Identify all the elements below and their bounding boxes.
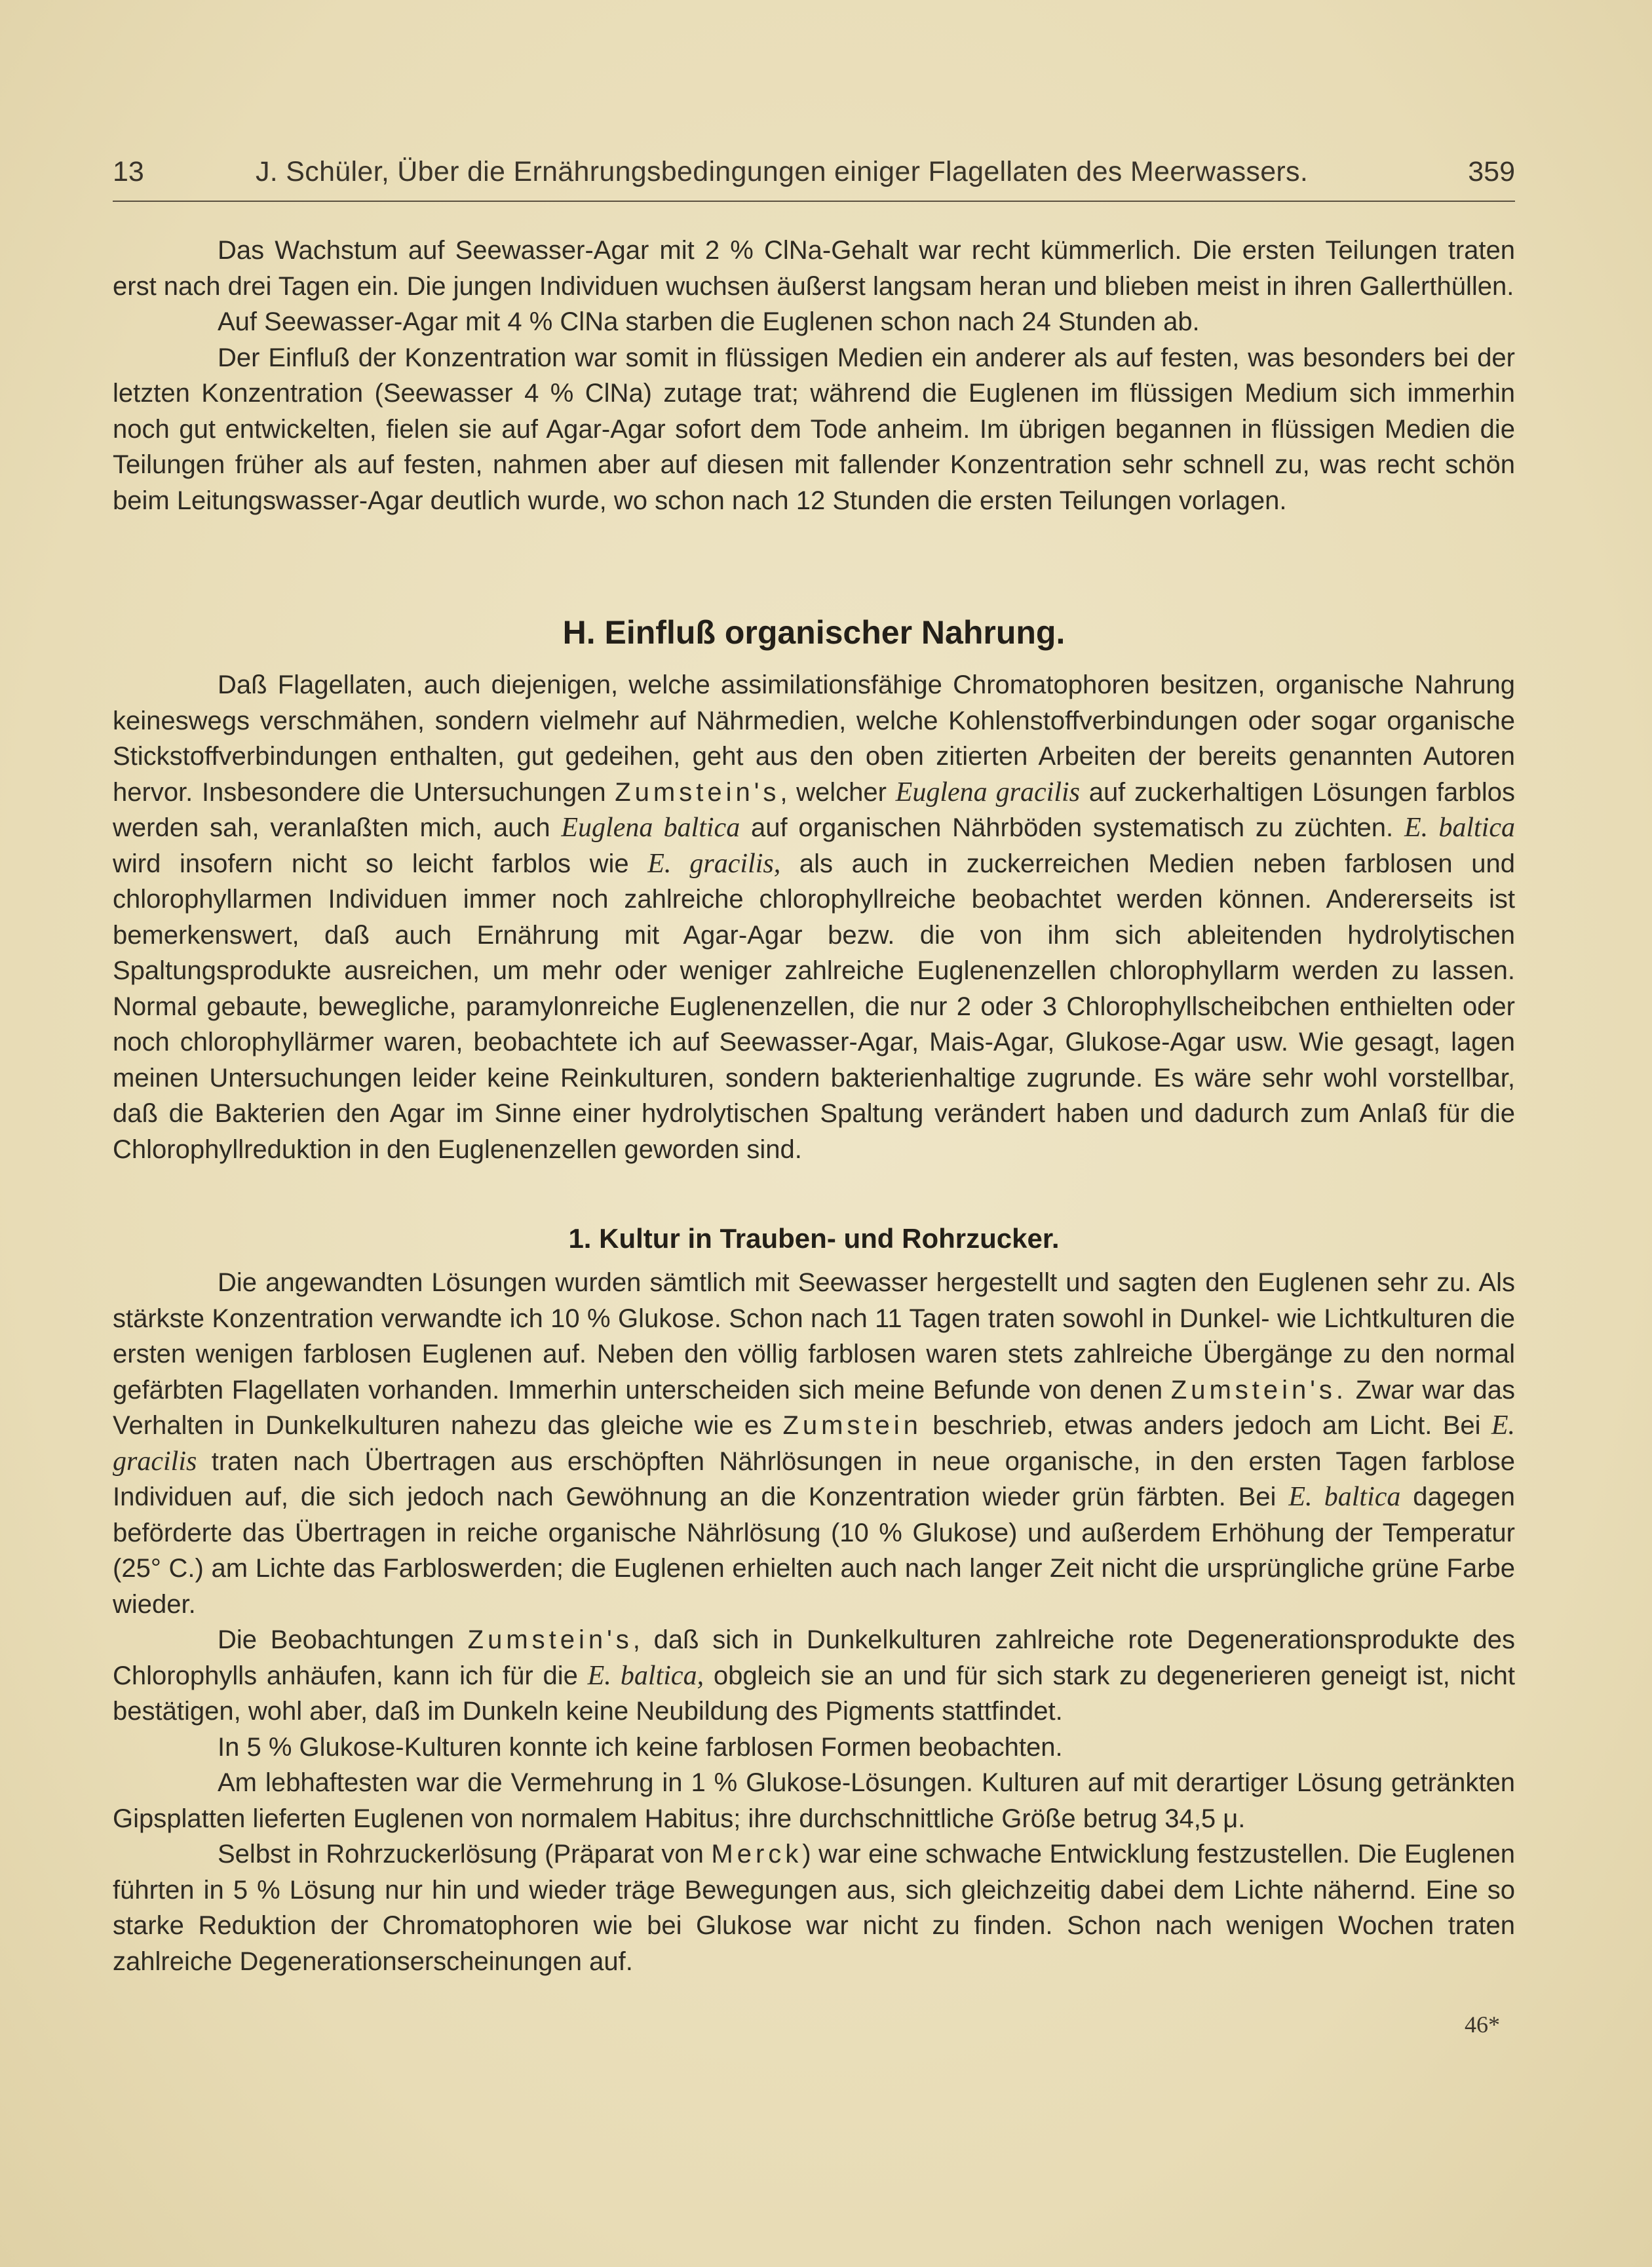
section-sugar-culture <box>113 1265 1515 1979</box>
running-title: J. Schüler, Über die Ernährungsbedingungen einiger Flagellaten des Meerwassers. <box>256 156 1309 187</box>
species-name: E. gracilis <box>113 1410 1516 1477</box>
paragraph: Daß Flagellaten, auch diejenigen, welche assimilationsfähige Chromatophoren besitzen, organische Nahrung keineswegs verschmähen, sondern vielmehr auf Nährmedien, welche Kohlenstoffverbindungen oder sogar organische Stickstoffverbindungen enthalten, gut gedeihen, geht aus den oben zitierten Arbeiten der bereits genannten Autoren hervor. Insbesondere die Untersuchungen Zumstein's, welcher Euglena gracilis auf zuckerhaltigen Lösungen farblos werden sah, veranlaßten mich, auch Euglena baltica auf organischen Nährböden systematisch zu züchten. E. baltica wird insofern nicht so leicht farblos wie E. gracilis, als auch in zuckerreichen Medien neben farblosen und chlorophyllarmen Individuen immer noch zahlreiche chlorophyllreiche beobachtet werden können. Andererseits ist bemerkenswert, daß auch Ernährung mit Agar-Agar bezw. die von ihm sich ableitenden hydrolytischen Spaltungsprodukte ausreichen, um mehr oder weniger zahlreiche Euglenenzellen chlorophyllarm werden zu lassen. Normal gebaute, bewegliche, paramylonreiche Euglenenzellen, die nur 2 oder 3 Chlorophyllscheibchen enthielten oder noch chlorophyllärmer waren, beobachtete ich auf Seewasser-Agar, Mais-Agar, Glukose-Agar usw. Wie gesagt, lagen meinen Untersuchungen leider keine Reinkulturen, sondern bakterienhaltige zugrunde. Es wäre sehr wohl vorstellbar, daß die Bakterien den Agar im Sinne einer hydrolytischen Spaltung verändert haben und dadurch zum Anlaß für die Chlorophyllreduktion in den Euglenenzellen geworden sind. <box>113 670 1516 1164</box>
paragraph: Auf Seewasser-Agar mit 4 % ClNa starben die Euglenen schon nach 24 Stunden ab. <box>218 307 1200 336</box>
paragraph: Am lebhaftesten war die Vermehrung in 1 % Glukose-Lösungen. Kulturen auf mit derartiger Lösung getränkten Gipsplatten lieferten Euglenen von normalem Habitus; ihre durchschnittliche Größe betrug 34,5 μ. <box>113 1768 1515 1833</box>
author-name: Zumstein's <box>467 1625 633 1654</box>
paragraph: Das Wachstum auf Seewasser-Agar mit 2 % ClNa-Gehalt war recht kümmerlich. Die ersten Teilungen traten erst nach drei Tagen ein. Die jungen Individuen wuchsen äußerst langsam heran und blieben meist in ihren Gallerthüllen. <box>113 236 1515 301</box>
paragraph: Der Einfluß der Konzentration war somit in flüssigen Medien ein anderer als auf festen, was besonders bei der letzten Konzentration (Seewasser 4 % ClNa) zutage trat; während die Euglenen im flüssigen Medium sich immerhin noch gut entwickelten, fielen sie auf Agar-Agar sofort dem Tode anheim. Im übrigen begannen in flüssigen Medien die Teilungen früher als auf festen, nahmen aber auf diesen mit fallender Konzentration sehr schnell zu, was recht schön beim Leitungswasser-Agar deutlich wurde, wo schon nach 12 Stunden die ersten Teilungen vorlagen. <box>113 343 1515 515</box>
author-name: Zumstein's <box>615 777 780 807</box>
author-name: Zumstein <box>782 1411 922 1440</box>
subsection-heading-1: 1. Kultur in Trauben- und Rohrzucker. <box>568 1223 1060 1254</box>
species-name: Euglena baltica <box>561 813 740 843</box>
paragraph: Die Beobachtungen Zumstein's, daß sich in Dunkelkulturen zahlreiche rote Degenerationsprodukte des Chlorophylls anhäufen, kann ich für die E. baltica, obgleich sie an und für sich stark zu degenerieren geneigt ist, nicht bestätigen, wohl aber, daß im Dunkeln keine Neubildung des Pigments stattfindet. <box>113 1625 1516 1726</box>
paragraph: In 5 % Glukose-Kulturen konnte ich keine farblosen Formen beobachten. <box>218 1732 1063 1762</box>
species-name: E. gracilis, <box>647 848 781 879</box>
section-heading-h: H. Einfluß organischer Nahrung. <box>562 614 1066 651</box>
author-name: Merck <box>711 1840 803 1869</box>
author-name: Zumstein's. <box>1170 1375 1348 1405</box>
species-name: E. baltica <box>1288 1482 1401 1512</box>
paragraph: Die angewandten Lösungen wurden sämtlich mit Seewasser hergestellt und sagten den Euglenen sehr zu. Als stärkste Konzentration verwandte ich 10 % Glukose. Schon nach 11 Tagen traten sowohl in Dunkel- wie Lichtkulturen die ersten wenigen farblosen Euglenen auf. Neben den völlig farblosen waren stets zahlreiche Übergänge zu den normal gefärbten Flagellaten vorhanden. Immerhin unterscheiden sich meine Befunde von denen Zumstein's. Zwar war das Verhalten in Dunkelkulturen nahezu das gleiche wie es Zumstein beschrieb, etwas anders jedoch am Licht. Bei E. gracilis traten nach Übertragen aus erschöpften Nährlösungen in neue organische, in den ersten Tagen farblose Individuen auf, die sich jedoch nach Gewöhnung an die Konzentration wieder grün färbten. Bei E. baltica dagegen beförderte das Übertragen in reiche organische Nährlösung (10 % Glukose) und außerdem Erhöhung der Temperatur (25° C.) am Lichte das Farbloswerden; die Euglenen erhielten auch nach langer Zeit nicht die ursprüngliche grüne Farbe wieder. <box>113 1268 1516 1619</box>
species-name: E. baltica <box>1404 813 1515 843</box>
page-number-right: 359 <box>1468 156 1515 187</box>
paragraph: Selbst in Rohrzuckerlösung (Präparat von Merck) war eine schwache Entwicklung festzustellen. Die Euglenen führten in 5 % Lösung nur hin und wieder träge Bewegungen aus, sich gleichzeitig dabei dem Lichte nähernd. Eine so starke Reduktion der Chromatophoren wie bei Glukose war nicht zu finden. Schon nach wenigen Wochen traten zahlreiche Degenerationserscheinungen auf. <box>113 1840 1515 1976</box>
signature-mark: 46* <box>1465 2011 1500 2038</box>
page-number-left: 13 <box>113 156 144 187</box>
section-organic-nutrition <box>113 667 1515 1167</box>
running-header <box>113 149 1515 195</box>
header-rule <box>113 201 1515 202</box>
section-agar-results <box>113 233 1515 518</box>
species-name: Euglena gracilis <box>895 777 1081 807</box>
species-name: E. baltica, <box>587 1660 704 1691</box>
